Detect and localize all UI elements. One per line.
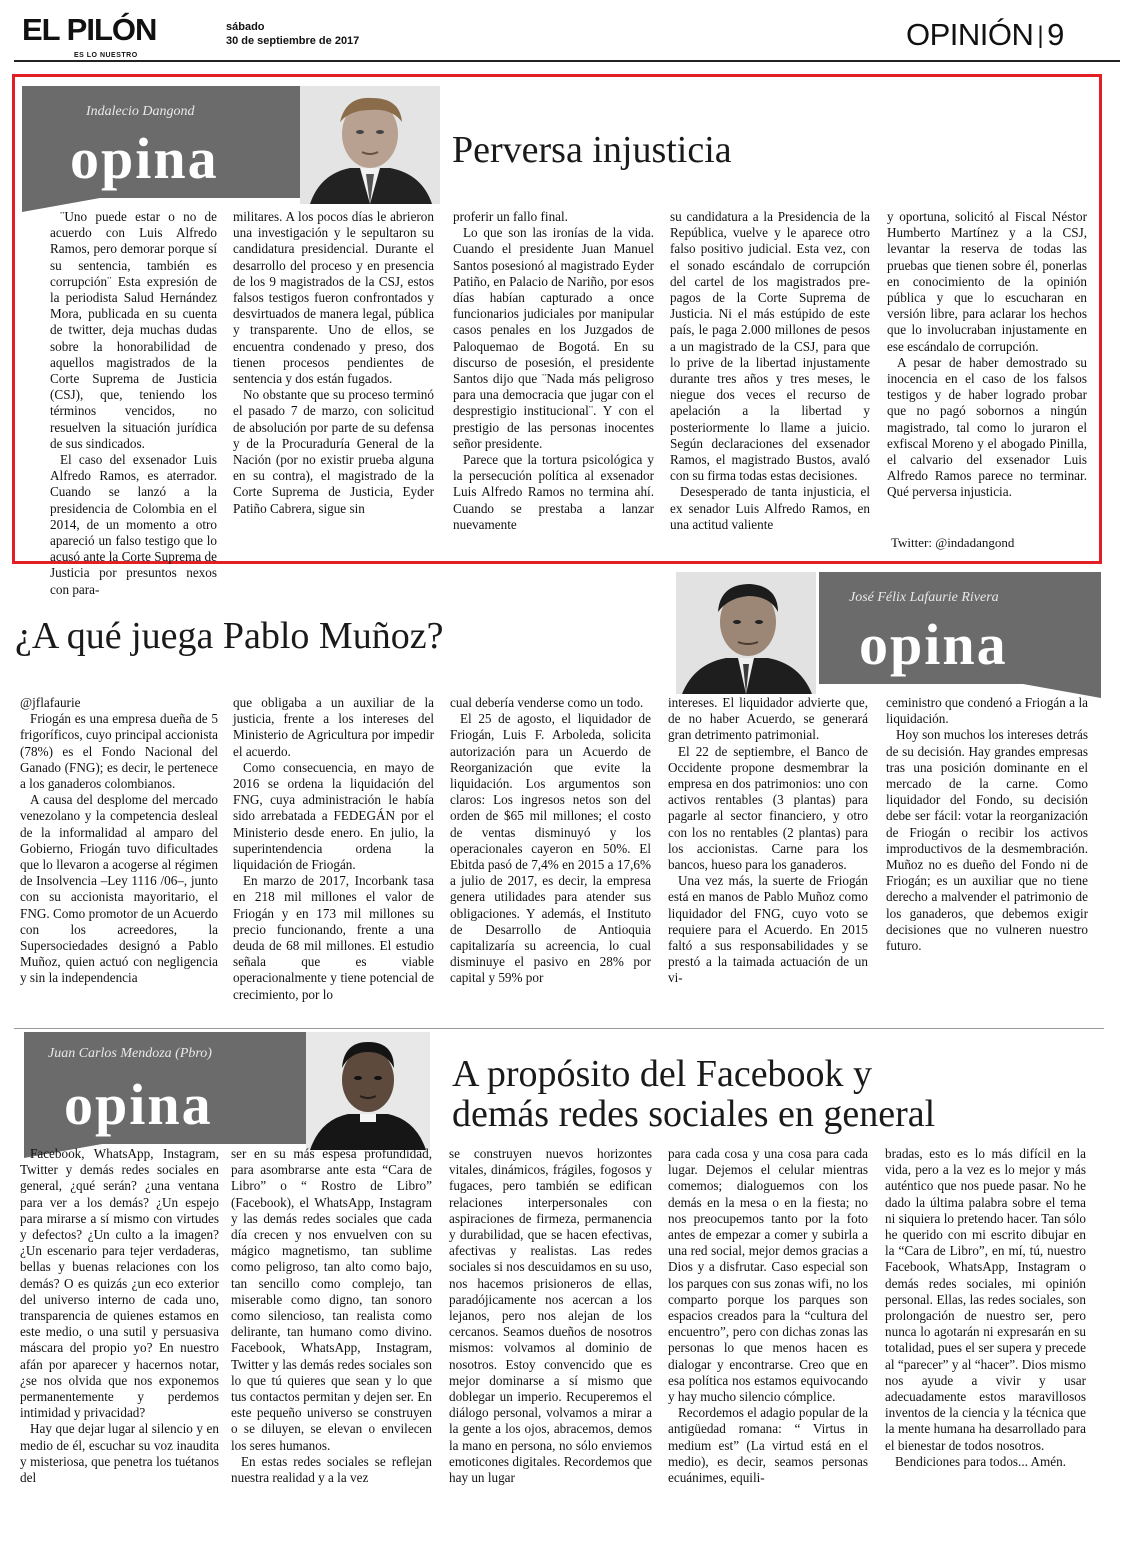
- paragraph: y oportuna, solicitó al Fiscal Néstor Humberto Martínez y a la CSJ, levantar la reserva de todas las pruebas que tienen sobre él, ponerlas en conocimiento de la opinión pública y que lo escucharan en versión libre, para aclarar los hechos que lo involucraban injustamente en ese escándalo de corrupción.: [887, 209, 1087, 354]
- section-divider-line: [14, 1028, 1104, 1029]
- paragraph: El 25 de agosto, el liquidador de Friogán, Luis F. Arboleda, solicita autorización para un Acuerdo de Reorganización que evite la liquidación. Los argumentos son claros: Los ingresos netos son del orden de $65 mil millones; el costo de ventas disminuyó y los operacionales cayeron en 50%. El Ebitda pasó de 7,4% en 2015 a 17,6% a julio de 2017, es decir, la empresa genera utilidades para atender sus obligaciones. Y además, el Instituto de Desarrollo de Antioquia capitalizaría su acreencia, lo cual disminuye el pasivo en 28% por capital y 59% por: [450, 711, 651, 986]
- newspaper-logo: EL PILÓN: [22, 12, 157, 47]
- article-column: [668, 1146, 868, 1516]
- author-portrait-icon: [306, 1032, 430, 1150]
- paragraph: Parece que la tortura psicológica y la persecución política al exsenador Luis Alfredo Ramos no termina ahí. Cuando se prestaba a lanzar nuevamente: [453, 452, 654, 532]
- article-title: [452, 1054, 935, 1134]
- opina-label: opina: [859, 612, 1008, 677]
- paragraph: En marzo de 2017, Incorbank tasa en 218 mil millones el valor de Friogán y en 173 mil millones su precio funcionando, frente a una deuda de 68 mil millones. El estudio señala que es viable operacionalmente y tiene potencial de crecimiento, por lo: [233, 873, 434, 1002]
- author-photo: [300, 86, 440, 204]
- author-photo: [306, 1032, 430, 1150]
- article-column: [450, 695, 651, 1035]
- paragraph: para cada cosa y una cosa para cada lugar. Dejemos el celular mientras comemos; dialoguemos con los demás en la mesa o en la fiesta; no nos preocupemos tanto por la foto antes de empezar a comer y subirla a una red social, mejor demos gracias a Dios y a disfrutar. Caso especial son los parques con sus zonas wifi, no los comparto porque los parques son espacios creados para la “cultura del encuentro”, pero con dichas zonas las personas lo que menos hacen es dialogar y encontrarse. Creo que en esa política nos estamos equivocando y hay mucho silencio cómplice.: [668, 1146, 868, 1405]
- newspaper-tagline: ES LO NUESTRO: [74, 52, 138, 59]
- section-divider: |: [1037, 22, 1044, 49]
- paragraph: Lo que son las ironías de la vida. Cuando el presidente Juan Manuel Santos posesionó al magistrado Eyder Patiño, en Palacio de Nariño, por esos días habían capturado a once funcionarios judiciales por manipular casos penales en los Juzgados de Paloquemao de Bogotá. En su discurso de posesión, el presidente Santos dijo que ¨Nada más peligroso para una democracia que jugar con el desprestigio institucional¨. Y con el prestigio de las personas inocentes señor presidente.: [453, 225, 654, 451]
- paragraph: se construyen nuevos horizontes vitales, dinámicos, frágiles, fogosos y fugaces, pero también se edifican relaciones interpersonales con aspiraciones de firmeza, permanencia y durabilidad, que se hacen efectivas, afectivas y realistas. Las redes sociales si nos descuidamos en su uso, nos hacemos prisioneros de ellas, paradójicamente nos acercan a los lejanos, pero nos alejan de los cercanos. Seamos dueños de nosotros mismos: volvamos al dominio de nosotros. Estoy convencido que es mejor dominarse a sí mismo que doblegar un imperio. Recuperemos el diálogo personal, volvamos a mirar a la gente a los ojos, abracemos, demos la mano en persona, no sólo enviemos emoticones digitales. Recordemos que hay un lugar: [449, 1146, 652, 1486]
- paragraph: intereses. El liquidador advierte que, de no haber Acuerdo, se generará gran detrimento patrimonial.: [668, 695, 868, 743]
- article-title: ¿A qué juega Pablo Muñoz?: [15, 615, 444, 657]
- section-header: [906, 18, 1064, 55]
- article-column: [233, 695, 434, 1035]
- page-number: 9: [1047, 17, 1064, 52]
- article-title: Perversa injusticia: [452, 129, 732, 171]
- paragraph: Como consecuencia, en mayo de 2016 se ordena la liquidación del FNG, cuya administración le había sido arrebatada a FEDEGÁN por el Ministerio desde enero. En julio, la superintendencia ordena la liquidación de Friogán.: [233, 759, 434, 873]
- paragraph: Hay que dejar lugar al silencio y en medio de él, escuchar su voz inaudita y misteriosa, que penetra los tuétanos del: [20, 1421, 219, 1486]
- opina-label: opina: [70, 126, 219, 191]
- paragraph: ¨Uno puede estar o no de acuerdo con Luis Alfredo Ramos, pero demorar porque sí su sentencia, también es corrupción¨ Esta expresión de la periodista Salud Hernández Mora, publicada en su cuenta de twitter, deja muchas dudas sobre la honorabilidad de aquellos magistrados de la Corte Suprema de Justicia (CSJ), que, teniendo los términos vencidos, no resuelven la situación jurídica de sus sindicados.: [50, 209, 217, 451]
- article-column: [885, 1146, 1086, 1516]
- paragraph: cual debería venderse como un todo.: [450, 695, 644, 710]
- paragraph: Desesperado de tanta injusticia, el ex senador Luis Alfredo Ramos, en una actitud valiente: [670, 484, 870, 532]
- author-name: Indalecio Dangond: [86, 104, 195, 119]
- article-column: [886, 695, 1088, 995]
- article-title-line: A propósito del Facebook y: [452, 1053, 873, 1095]
- article-column: [50, 209, 217, 597]
- masthead-date: [226, 20, 359, 48]
- author-handle: @jflafaurie: [20, 695, 81, 710]
- article-column: [670, 209, 870, 549]
- paragraph: Hoy son muchos los intereses detrás de su decisión. Hay grandes empresas tras una posición dominante en el mercado de la carne. Como liquidador del Fondo, su decisión debe ser fácil: votar la reorganización de Friogán o recibir los activos improductivos de la desmembración. Muñoz no es dueño del Fondo ni de Friogán; es un auxiliar que no tiene derecho a malvender el patrimonio de los ganaderos, que debemos exigir decisiones que no vulneren nuestro futuro.: [886, 727, 1088, 954]
- author-name: Juan Carlos Mendoza (Pbro): [48, 1046, 212, 1061]
- article-column: [20, 695, 218, 1035]
- paragraph: Bendiciones para todos... Amén.: [895, 1453, 1067, 1469]
- article-title-line: demás redes sociales en general: [452, 1093, 936, 1135]
- opina-banner: [24, 1032, 306, 1144]
- paragraph: Recordemos el adagio popular de la antigüedad romana: “ Virtus in medium est” (La virtud está en el medio), es decir, seamos personas ecuánimes, equili-: [668, 1405, 868, 1486]
- article-column: [887, 209, 1087, 521]
- author-photo: [676, 572, 816, 694]
- paragraph: proferir un fallo final.: [453, 209, 568, 224]
- paragraph: A causa del desplome del mercado venezolano y la competencia desleal de la informalidad al amparo del Gobierno, Friogán tuvo dificultades que lo llevaron a acogerse al régimen de Insolvencia –Ley 1116 /06–, junto con su accionista mayoritario, el FNG. Como promotor de un Acuerdo con los acreedores, la Supersociedades designó a Pablo Muñoz, quien actuó con negligencia y sin la independencia: [20, 792, 218, 986]
- author-name: José Félix Lafaurie Rivera: [849, 590, 999, 605]
- author-portrait-icon: [300, 86, 440, 204]
- author-twitter: Twitter: @indadangond: [891, 535, 1015, 550]
- paragraph: su candidatura a la Presidencia de la República, vuelve y le aparece otro falso positivo judicial. Esta vez, con el sonado escándalo de corrupción del cartel de los magistrados pre-pagos de la Corte Suprema de Justicia. Ni el más estúpido de este país, le paga 2.000 millones de pesos a un magistrado de la CSJ, para que lo prive de la libertad injustamente durante tres años y tres meses, le niegue dos veces el recurso de apelación a la libertad y posteriormente lo llame a juicio. Según declaraciones del exsenador Ramos, el magistrado Bustos, avaló con su firma todas estas decisiones.: [670, 209, 870, 484]
- paragraph: bradas, esto es lo más difícil en la vida, pero a la vez es lo mejor y más auténtico que nos puede pasar. No he dado la última palabra sobre el tema ni siquiera lo pretendo hacer. Tan sólo he querido con mi escrito dibujar en la “Cara de Libro”, en mí, tú, nuestro Facebook, WhatsApp, Instagram o demás redes sociales, mi opinión personal. Ellas, las redes sociales, son prolongación de nuestro ser, pero nunca lo agotarán ni expresarán en su totalidad, pues el ser supera y precede al “parecer” y al “hacer”. Dios mismo nos ayude a vivir y usar adecuadamente estos maravillosos inventos de la ciencia y la técnica que la mente humana ha desarrollado para el bienestar de todos nosotros.: [885, 1146, 1086, 1453]
- opina-banner: [819, 572, 1101, 684]
- paragraph: En estas redes sociales se reflejan nuestra realidad y a la vez: [231, 1453, 432, 1486]
- paragraph: No obstante que su proceso terminó el pasado 7 de marzo, con solicitud de absolución por parte de su defensa y de la Procuraduría General de la Nación (por no existir prueba alguna en su contra), el magistrado de la Corte Suprema de Justicia, Eyder Patiño Cabrera, sigue sin: [233, 387, 434, 516]
- article-column: [668, 695, 868, 1035]
- paragraph: militares. A los pocos días le abrieron una investigación y le sepultaron su candidatura presidencial. Durante el desarrollo del proceso y en presencia de los 9 magistrados de la CSJ, estos falsos testigos fueron confrontados y desvirtuados de manera legal, pública y transparente. Uno de ellos, se encuentra condenado y preso, dos tienen procesos pendientes de sentencia y dos están fugados.: [233, 209, 434, 387]
- article-column: [449, 1146, 652, 1516]
- paragraph: ser en su más espesa profundidad, para asombrarse ante esta “Cara de Libro” o “ Rostro de Libro” (Facebook), el WhatsApp, Instagram y las demás redes sociales que cada día crecen y nos envuelven con su mágico magnetismo, tan sublime como peligroso, tan alto como bajo, tan sencillo como complejo, tan miserable como digno, tan sonoro como silencioso, tan realista como delirante, tan humano como divino. Facebook, WhatsApp, Instagram, Twitter y las demás redes sociales son lo que tú quieres que sean y lo que tus contactos permitan y dejen ser. En este pequeño universo se construyen o se diluyen, se elevan o envilecen los seres humanos.: [231, 1146, 432, 1453]
- paragraph: El caso del exsenador Luis Alfredo Ramos, es aterrador. Cuando se lanzó a la presidencia de Colombia en el 2014, de un momento a otro apareció un falso testigo que lo acusó ante la Corte Suprema de Justicia por presuntos nexos con para-: [50, 452, 217, 597]
- article-column: [231, 1146, 432, 1516]
- section-name: OPINIÓN: [906, 17, 1034, 52]
- paragraph: Una vez más, la suerte de Friogán está en manos de Pablo Muñoz como liquidador del FNG, cuyo voto se requiere para el Acuerdo. En 2015 faltó a sus responsabilidades y se prestó a la taimada actuación de un vi-: [668, 873, 868, 986]
- masthead-rule: [14, 60, 1120, 62]
- masthead-full-date: 30 de septiembre de 2017: [226, 35, 360, 47]
- article-column: [20, 1146, 219, 1516]
- article-column: [233, 209, 434, 549]
- author-portrait-icon: [676, 572, 816, 694]
- paragraph: ceministro que condenó a Friogán a la liquidación.: [886, 695, 1088, 727]
- paragraph: Facebook, WhatsApp, Instagram, Twitter y demás redes sociales en general, ¿qué serán? ¿una ventana para ver a los demás? ¿Un espejo para mirarse a sí mismo con virtudes y defectos? ¿Un culto a la imagen? ¿Un escenario para tejer verdaderas, bellas y buenas relaciones con los demás? O es quizás ¿un eco exterior del universo interno de cada uno, transparencia de quienes estamos en este medio, o una sutil y persuasiva máscara del propio yo? En nuestro afán por aparecer y hacernos notar, ¿se nos olvida que nos exponemos permanentemente y perdemos intimidad y privacidad?: [20, 1146, 219, 1421]
- opina-banner: [22, 86, 302, 198]
- paragraph: A pesar de haber demostrado su inocencia en el caso de los falsos testigos y de haber logrado probar que no pagó sobornos a ningún magistrado, tal como lo juraron el exfiscal Moreno y el abogado Pinilla, el calvario del exsenador Luis Alfredo Ramos parece no terminar. Qué perversa injusticia.: [887, 354, 1087, 500]
- article-column: [453, 209, 654, 549]
- paragraph: que obligaba a un auxiliar de la justicia, frente a los intereses del Ministerio de Agricultura por impedir el acuerdo.: [233, 695, 434, 759]
- paragraph: El 22 de septiembre, el Banco de Occidente propone desmembrar la empresa en dos patrimonios: uno con activos rentables (3 plantas) para pagarle al sector financiero, y otro con los no rentables (2 plantas) para los accionistas. Carne para los bancos, hueso para los ganaderos.: [668, 743, 868, 873]
- paragraph: Friogán es una empresa dueña de 5 frigoríficos, cuyo principal accionista (78%) es el Fondo Nacional del Ganado (FNG); es decir, le pertenece a los ganaderos colombianos.: [20, 711, 218, 792]
- masthead-weekday: sábado: [226, 21, 265, 33]
- opina-label: opina: [64, 1072, 213, 1137]
